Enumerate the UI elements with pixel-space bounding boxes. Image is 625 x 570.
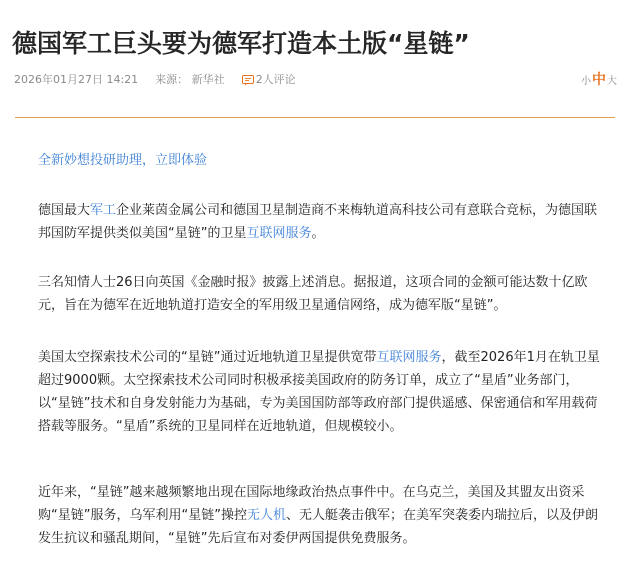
font-size-small[interactable]: 小	[581, 76, 591, 87]
text: 企业莱茵金属公司和德国卫星制造商不来梅轨道高科技公司有意联合竞标，为德国联邦国防军提供类似美国“星链”的卫星	[38, 203, 598, 241]
text: 德国最大	[38, 203, 91, 218]
header-divider	[15, 117, 615, 118]
link-military-industry[interactable]: 军工	[90, 203, 117, 218]
paragraph-4	[38, 481, 610, 550]
comment-icon	[242, 75, 254, 86]
comments-count: 2人评论	[255, 73, 296, 86]
font-size-control	[581, 70, 617, 90]
paragraph-2	[38, 271, 610, 317]
link-internet-service[interactable]: 互联网服务	[376, 350, 442, 365]
source-label: 来源：	[155, 73, 189, 86]
article-title: 德国军工巨头要为德军打造本土版“星链”	[12, 28, 470, 58]
text: 三名知情人士26日向英国《金融时报》披露上述消息。据报道，这项合同的金额可能达数十亿欧元，旨在为德军在近地轨道打造安全的军用级卫星通信网络，成为德军版“星链”。	[38, 275, 588, 313]
text: 近年来，“星链”越来越频繁地出现在国际地缘政治热点事件中。在乌克兰，美国及其盟友出资采购“星链”服务，乌军利用“星链”操控	[38, 485, 585, 523]
comments-link[interactable]	[242, 73, 296, 86]
paragraph-1	[38, 199, 610, 245]
text: 美国太空探索技术公司的“星链”通过近地轨道卫星提供宽带	[38, 350, 377, 365]
text: 。	[311, 226, 325, 241]
text: ，截至2026年1月在轨卫星超过9000颗。太空探索技术公司同时积极承接美国政府的防务订单，成立了“星盾”业务部门，以“星链”技术和自身发射能力为基础，专为美国国防部等政府部门提供遥感、保密通信和军用载荷搭载等服务。“星盾”系统的卫星同样在近地轨道，但规模较小。	[38, 350, 600, 434]
font-size-medium[interactable]: 中	[592, 72, 606, 88]
text: 、无人艇袭击俄军；在美军突袭委内瑞拉后，以及伊朗发生抗议和骚乱期间，“星链”先后宣布对委伊两国提供免费服务。	[38, 508, 598, 546]
link-internet-service[interactable]: 互联网服务	[246, 226, 312, 241]
source-name: 新华社	[191, 73, 225, 86]
article-meta	[14, 70, 614, 90]
font-size-large[interactable]: 大	[607, 76, 617, 87]
paragraph-3	[38, 346, 610, 438]
promo-link[interactable]: 全新妙想投研助理，立即体验	[38, 153, 208, 168]
publish-datetime: 2026年01月27日 14:21	[14, 73, 139, 86]
link-drone[interactable]: 无人机	[246, 508, 286, 523]
